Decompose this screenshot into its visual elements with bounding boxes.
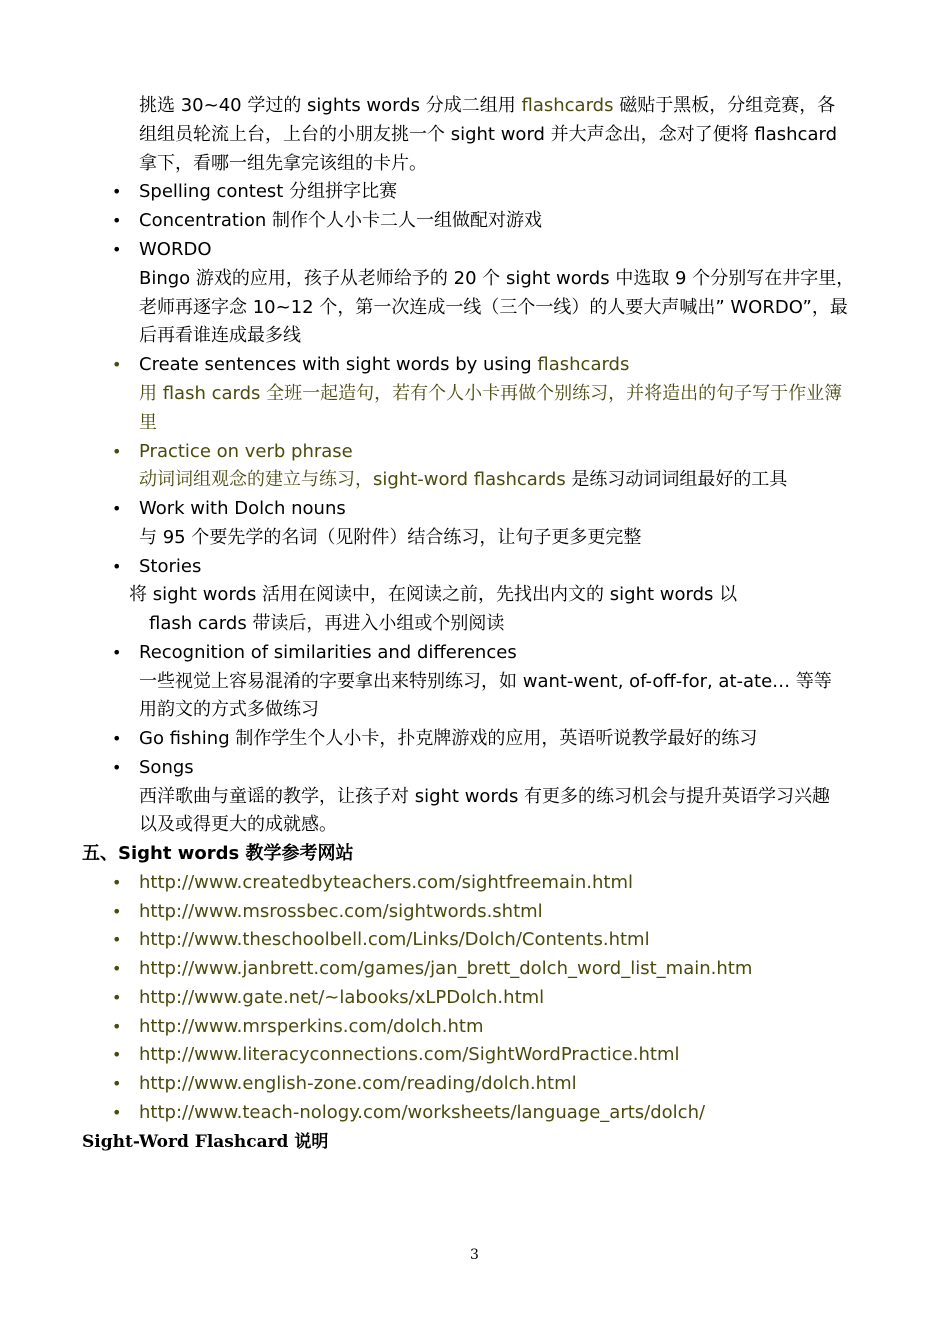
bullet-icon: • <box>112 355 122 374</box>
reference-link[interactable]: http://www.createdbyteachers.com/sightfreemain.html <box>139 872 634 893</box>
intro-line-3: 拿下，看哪一组先拿完该组的卡片。 <box>139 153 427 174</box>
flashcard-heading: Sight-Word Flashcard 说明 <box>82 1132 329 1152</box>
bullet-icon: • <box>112 729 122 748</box>
reference-link[interactable]: http://www.teach-nology.com/worksheets/language_arts/dolch/ <box>139 1102 706 1123</box>
bullet-icon: • <box>112 959 122 978</box>
item-stories-line-1: 将 sight words 活用在阅读中，在阅读之前，先找出内文的 sight words 以 <box>129 584 738 605</box>
reference-link[interactable]: http://www.msrossbec.com/sightwords.shtml <box>139 901 543 922</box>
item-stories-line-2: flash cards 带读后，再进入小组或个别阅读 <box>149 613 505 634</box>
bullet-icon: • <box>112 557 122 576</box>
bullet-icon: • <box>112 758 122 777</box>
reference-link[interactable]: http://www.mrsperkins.com/dolch.htm <box>139 1016 484 1037</box>
bullet-icon: • <box>112 211 122 230</box>
bullet-icon: • <box>112 240 122 259</box>
reference-link[interactable]: http://www.janbrett.com/games/jan_brett_dolch_word_list_main.htm <box>139 958 753 979</box>
item-songs-line-2: 以及或得更大的成就感。 <box>139 814 337 835</box>
item-create-line-2: 里 <box>139 412 157 433</box>
bullet-icon: • <box>112 1074 122 1093</box>
item-fishing: Go fishing 制作学生个人小卡，扑克牌游戏的应用，英语听说教学最好的练习 <box>139 728 758 749</box>
bullet-icon: • <box>112 499 122 518</box>
item-songs-line-1: 西洋歌曲与童谣的教学，让孩子对 sight words 有更多的练习机会与提升英语学习兴趣 <box>139 786 831 807</box>
section-5-heading: 五、Sight words 教学参考网站 <box>82 843 354 864</box>
intro-line-1: 挑选 30~40 学过的 sights words 分成二组用 flashcards 磁贴于黑板，分组竞赛，各 <box>139 95 836 116</box>
bullet-icon: • <box>112 873 122 892</box>
item-nouns-line-1: 与 95 个要先学的名词（见附件）结合练习，让句子更多更完整 <box>139 527 642 548</box>
item-create-line-1: 用 flash cards 全班一起造句，若有个人小卡再做个别练习，并将造出的句子写于作业簿 <box>139 383 843 404</box>
item-nouns-title: Work with Dolch nouns <box>139 498 346 519</box>
page-number: 3 <box>470 1247 479 1263</box>
item-wordo-line-1: Bingo 游戏的应用，孩子从老师给予的 20 个 sight words 中选取 9 个分别写在井字里， <box>139 268 855 289</box>
item-concentration: Concentration 制作个人小卡二人一组做配对游戏 <box>139 210 543 231</box>
item-stories-title: Stories <box>139 556 202 577</box>
bullet-icon: • <box>112 930 122 949</box>
bullet-icon: • <box>112 643 122 662</box>
item-wordo-title: WORDO <box>139 239 212 260</box>
item-recog-line-2: 用韵文的方式多做练习 <box>139 699 319 720</box>
reference-link[interactable]: http://www.literacyconnections.com/SightWordPractice.html <box>139 1044 680 1065</box>
intro-line-2: 组组员轮流上台，上台的小朋友挑一个 sight word 并大声念出，念对了便将 flashcard <box>139 124 837 145</box>
bullet-icon: • <box>112 1045 122 1064</box>
item-recog-title: Recognition of similarities and differences <box>139 642 517 663</box>
item-create-title: Create sentences with sight words by using flashcards <box>139 354 630 375</box>
item-spelling: Spelling contest 分组拼字比赛 <box>139 181 398 202</box>
item-songs-title: Songs <box>139 757 194 778</box>
item-verb-line-1: 动词词组观念的建立与练习，sight-word flashcards 是练习动词词组最好的工具 <box>139 469 788 490</box>
bullet-icon: • <box>112 988 122 1007</box>
bullet-icon: • <box>112 902 122 921</box>
reference-link[interactable]: http://www.gate.net/~labooks/xLPDolch.html <box>139 987 545 1008</box>
item-wordo-line-2: 老师再逐字念 10~12 个，第一次连成一线（三个一线）的人要大声喊出” WORDO”，最 <box>139 297 848 318</box>
bullet-icon: • <box>112 182 122 201</box>
reference-link[interactable]: http://www.english-zone.com/reading/dolch.html <box>139 1073 577 1094</box>
item-recog-line-1: 一些视觉上容易混淆的字要拿出来特别练习，如 want-went, of-off-for, at-ate… 等等 <box>139 671 832 692</box>
bullet-icon: • <box>112 1103 122 1122</box>
bullet-icon: • <box>112 1017 122 1036</box>
reference-link[interactable]: http://www.theschoolbell.com/Links/Dolch/Contents.html <box>139 929 650 950</box>
item-wordo-line-3: 后再看谁连成最多线 <box>139 325 301 346</box>
item-verb-title: Practice on verb phrase <box>139 441 353 462</box>
bullet-icon: • <box>112 442 122 461</box>
